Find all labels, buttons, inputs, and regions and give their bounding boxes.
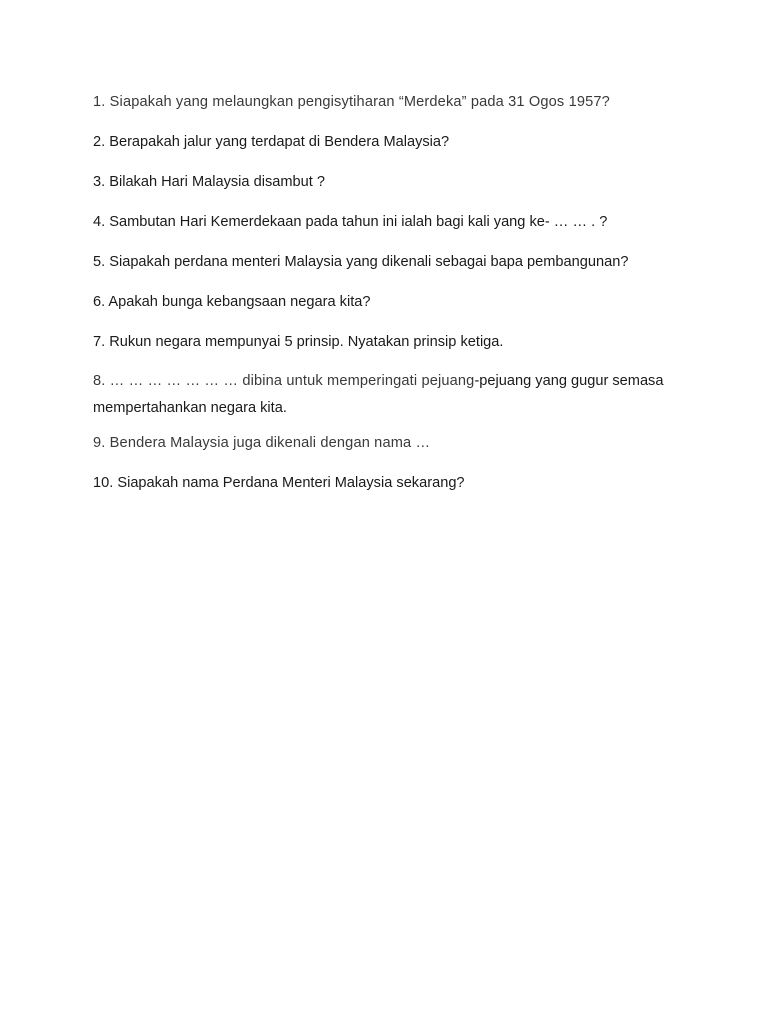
question-8 <box>93 368 693 422</box>
question-10: 10. Siapakah nama Perdana Menteri Malaysia sekarang? <box>93 475 465 491</box>
question-7: 7. Rukun negara mempunyai 5 prinsip. Nyatakan prinsip ketiga. <box>93 334 504 350</box>
question-5: 5. Siapakah perdana menteri Malaysia yang dikenali sebagai bapa pembangunan? <box>93 254 629 270</box>
question-9: 9. Bendera Malaysia juga dikenali dengan nama … <box>93 435 431 451</box>
question-2: 2. Berapakah jalur yang terdapat di Bendera Malaysia? <box>93 134 450 150</box>
question-8-part-1: 8. … … … … … … … dibina untuk memperingati pejuang <box>93 373 475 389</box>
question-8-part-2: -pejuang yang gugur semasa mempertahankan negara kita. <box>93 373 664 416</box>
question-1: 1. Siapakah yang melaungkan pengisytiharan “Merdeka” pada 31 Ogos 1957? <box>93 94 610 110</box>
question-6: 6. Apakah bunga kebangsaan negara kita? <box>93 294 371 310</box>
question-list <box>93 92 693 513</box>
question-4: 4. Sambutan Hari Kemerdekaan pada tahun ini ialah bagi kali yang ke- … … . ? <box>93 214 608 230</box>
question-3: 3. Bilakah Hari Malaysia disambut ? <box>93 174 325 190</box>
